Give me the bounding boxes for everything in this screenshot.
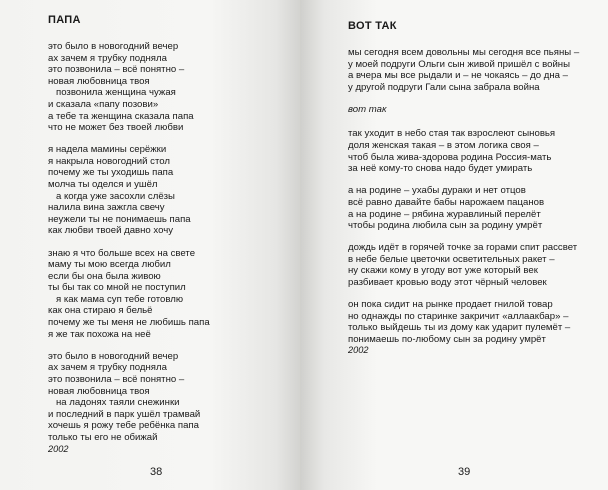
poem-line: что не может без твоей любви (48, 122, 184, 134)
poem-line: ну скажи кому в угоду вот уже который век (348, 265, 538, 277)
poem-line: неужели ты не понимаешь папа (48, 213, 191, 225)
poem-line: мы сегодня всем довольны мы сегодня все пьяны – (348, 47, 580, 58)
poem-body (48, 41, 300, 444)
poem-subtitle: вот так (348, 103, 387, 115)
poem-line: ах зачем я трубку подняла (48, 52, 167, 64)
right-page (300, 0, 608, 490)
stanza (348, 128, 608, 174)
poem-title: ВОТ ТАК (348, 20, 397, 32)
stanza (348, 299, 608, 345)
poem-line: он пока сидит на рынке продает гнилой товар (348, 299, 553, 311)
poem-line: как она стираю я бельё (48, 305, 153, 317)
left-page (0, 0, 300, 490)
poem-line: молча ты оделся и ушёл (48, 179, 158, 191)
poem-line: если бы она была живою (48, 270, 161, 282)
poem-line: чтоб была жива-здорова родина Россия-мать (348, 151, 552, 163)
poem-line: а на родине – рябина журавлиный перелёт (348, 208, 541, 220)
poem-line: и сказала «папу позови» (48, 98, 159, 110)
poem-line: хочешь я рожу тебе ребёнка папа (48, 420, 199, 432)
poem-line: дождь идёт в горячей точке за горами спит рассвет (348, 242, 578, 254)
poem-line: разбивает кровью воду этот чёрный человек (348, 277, 547, 288)
poem-line: я надела мамины серёжки (48, 144, 167, 156)
poem-line: на ладонях таяли снежинки (56, 397, 180, 409)
poem-line: но однажды по старинке закричит «аллаакбар» – (348, 310, 569, 322)
stanza (48, 41, 300, 134)
poem-line: налила вина зажгла свечу (48, 202, 165, 214)
poem-line: ах зачем я трубку подняла (48, 362, 167, 374)
poem-line: у другой подруги Гали сына забрала война (348, 81, 540, 93)
poem-line: новая любовница твоя (48, 385, 150, 397)
poem-line: это позвонила – всё понятно – (48, 64, 185, 76)
poem-line: маму ты мою всегда любил (48, 259, 171, 271)
stanza (348, 242, 608, 288)
poem-line: знаю я что больше всех на свете (48, 247, 196, 259)
poem-line: это позвонила – всё понятно – (48, 373, 185, 385)
poem-line: чтобы родина любила сын за родину умрёт (348, 220, 543, 232)
poem-line: позвонила женщина чужая (56, 87, 176, 99)
stanza (48, 351, 300, 444)
poem-line: в небе белые цветочки осветительных ракет – (348, 253, 555, 265)
poem-line: так уходит в небо стая так взрослеют сыновья (348, 128, 556, 140)
poem-year: 2002 (48, 443, 69, 454)
poem-year: 2002 (348, 345, 369, 356)
poem-line: почему же ты меня не любишь папа (48, 317, 210, 329)
stanza (348, 185, 608, 231)
poem-line: у моей подруги Ольги сын живой пришёл с войны (348, 58, 571, 70)
poem-body (348, 128, 608, 345)
poem-line: я же так похожа на неё (48, 328, 151, 340)
poem-line: я накрыла новогодний стол (48, 155, 170, 167)
poem-line: только ты его не обижай (48, 431, 158, 443)
poem-line: а вчера мы все рыдали и – не чокаясь – до дна – (348, 70, 568, 82)
poem-line: ты бы так со мной не поступил (48, 282, 186, 294)
poem-line: доля женская такая – в этом логика своя – (348, 140, 539, 152)
poem-line: за неё кому-то снова надо будет умирать (348, 163, 533, 175)
poem-line: и последний в парк ушёл трамвай (48, 408, 201, 420)
stanza (348, 47, 608, 93)
poem-line: понимаешь по-любому сын за родину умрёт (348, 333, 546, 345)
page-number: 39 (458, 466, 471, 478)
poem-line: как любви твоей давно хочу (48, 225, 174, 237)
stanza (48, 144, 300, 237)
poem-line: я как мама суп тебе готовлю (56, 293, 184, 305)
stanza (48, 248, 300, 341)
poem-title: ПАПА (48, 14, 81, 26)
poem-line: почему же ты уходишь папа (48, 167, 174, 179)
poem-line: только выйдешь ты из дому как ударит пулемёт – (348, 322, 571, 334)
poem-line: всё равно давайте бабы нарожаем пацанов (348, 196, 545, 208)
page-number: 38 (150, 466, 163, 478)
poem-line: это было в новогодний вечер (48, 41, 179, 52)
poem-line: это было в новогодний вечер (48, 350, 179, 362)
poem-line: а тебе та женщина сказала папа (48, 110, 194, 122)
poem-line: а когда уже засохли слёзы (56, 190, 175, 202)
poem-line: а на родине – ухабы дураки и нет отцов (348, 185, 526, 197)
poem-intro (348, 47, 608, 93)
poem-line: новая любовница твоя (48, 75, 150, 87)
